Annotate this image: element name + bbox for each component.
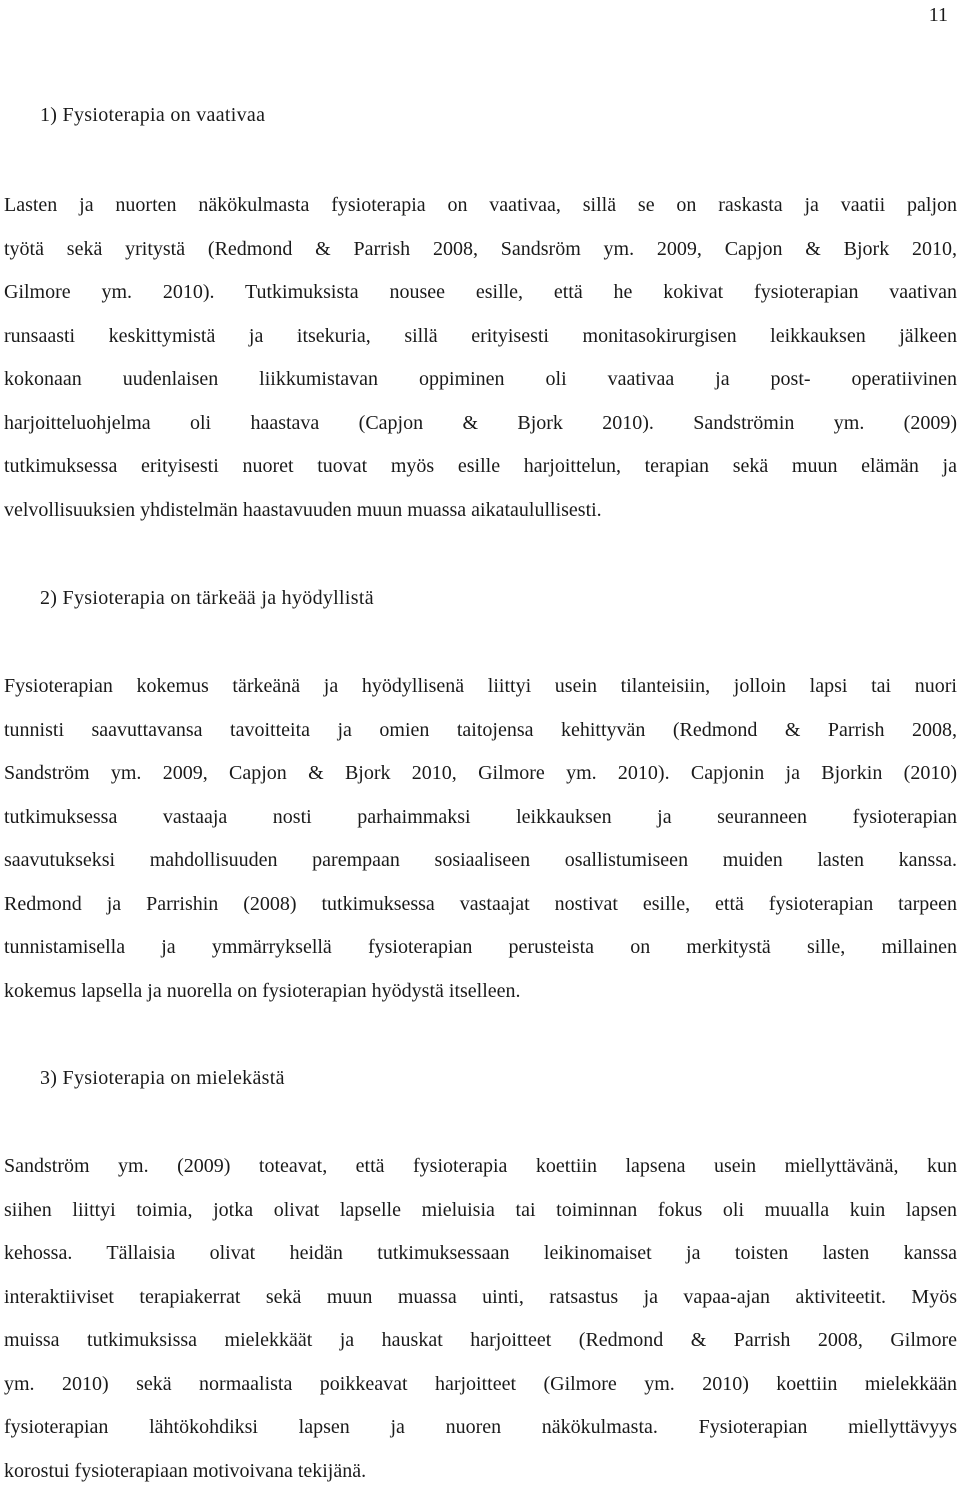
paragraph-line: Redmond ja Parrishin (2008) tutkimuksessa vastaajat nostivat esille, että fysioterapian tarpeen <box>4 883 957 927</box>
section-heading-3: 3) Fysioterapia on mielekästä <box>40 1067 285 1090</box>
paragraph-line: Lasten ja nuorten näkökulmasta fysioterapia on vaativaa, sillä se on raskasta ja vaatii paljon <box>4 184 957 228</box>
paragraph-line: velvollisuuksien yhdistelmän haastavuuden muun muassa aikataulullisesti. <box>4 489 957 533</box>
paragraph-line: harjoitteluohjelma oli haastava (Capjon & Bjork 2010). Sandströmin ym. (2009) <box>4 402 957 446</box>
section-paragraph-1 <box>4 184 957 532</box>
section-paragraph-3 <box>4 1145 957 1493</box>
paragraph-line: Sandström ym. (2009) toteavat, että fysioterapia koettiin lapsena usein miellyttävänä, kun <box>4 1145 957 1189</box>
page-number: 11 <box>929 4 948 27</box>
paragraph-line: Gilmore ym. 2010). Tutkimuksista nousee esille, että he kokivat fysioterapian vaativan <box>4 271 957 315</box>
section-heading-1: 1) Fysioterapia on vaativaa <box>40 104 265 127</box>
paragraph-line: tutkimuksessa erityisesti nuoret tuovat myös esille harjoittelun, terapian sekä muun elämän ja <box>4 445 957 489</box>
paragraph-line: tutkimuksessa vastaaja nosti parhaimmaksi leikkauksen ja seuranneen fysioterapian <box>4 796 957 840</box>
paragraph-line: interaktiiviset terapiakerrat sekä muun muassa uinti, ratsastus ja vapaa-ajan aktiviteetit. Myös <box>4 1276 957 1320</box>
paragraph-line: tunnistamisella ja ymmärryksellä fysioterapian perusteista on merkitystä sille, millainen <box>4 926 957 970</box>
paragraph-line: Sandström ym. 2009, Capjon & Bjork 2010, Gilmore ym. 2010). Capjonin ja Bjorkin (2010) <box>4 752 957 796</box>
section-paragraph-2 <box>4 665 957 1013</box>
paragraph-line: Fysioterapian kokemus tärkeänä ja hyödyllisenä liittyi usein tilanteisiin, jolloin lapsi tai nuori <box>4 665 957 709</box>
paragraph-line: siihen liittyi toimia, jotka olivat lapselle mieluisia tai toiminnan fokus oli muualla kuin lapsen <box>4 1189 957 1233</box>
paragraph-line: kokemus lapsella ja nuorella on fysioterapian hyödystä itselleen. <box>4 970 957 1014</box>
paragraph-line: saavutukseksi mahdollisuuden parempaan sosiaaliseen osallistumiseen muiden lasten kanssa. <box>4 839 957 883</box>
paragraph-line: fysioterapian lähtökohdiksi lapsen ja nuoren näkökulmasta. Fysioterapian miellyttävyys <box>4 1406 957 1450</box>
paragraph-line: ym. 2010) sekä normaalista poikkeavat harjoitteet (Gilmore ym. 2010) koettiin mielekkään <box>4 1363 957 1407</box>
paragraph-line: korostui fysioterapiaan motivoivana tekijänä. <box>4 1450 957 1493</box>
paragraph-line: kokonaan uudenlaisen liikkumistavan oppiminen oli vaativaa ja post- operatiivinen <box>4 358 957 402</box>
paragraph-line: muissa tutkimuksissa mielekkäät ja hauskat harjoitteet (Redmond & Parrish 2008, Gilmore <box>4 1319 957 1363</box>
paragraph-line: tunnisti saavuttavansa tavoitteita ja omien taitojensa kehittyvän (Redmond & Parrish 2008, <box>4 709 957 753</box>
paragraph-line: kehossa. Tällaisia olivat heidän tutkimuksessaan leikinomaiset ja toisten lasten kanssa <box>4 1232 957 1276</box>
section-heading-2: 2) Fysioterapia on tärkeää ja hyödyllistä <box>40 587 374 610</box>
paragraph-line: runsaasti keskittymistä ja itsekuria, sillä erityisesti monitasokirurgisen leikkauksen jälkeen <box>4 315 957 359</box>
paragraph-line: työtä sekä yritystä (Redmond & Parrish 2008, Sandsröm ym. 2009, Capjon & Bjork 2010, <box>4 228 957 272</box>
